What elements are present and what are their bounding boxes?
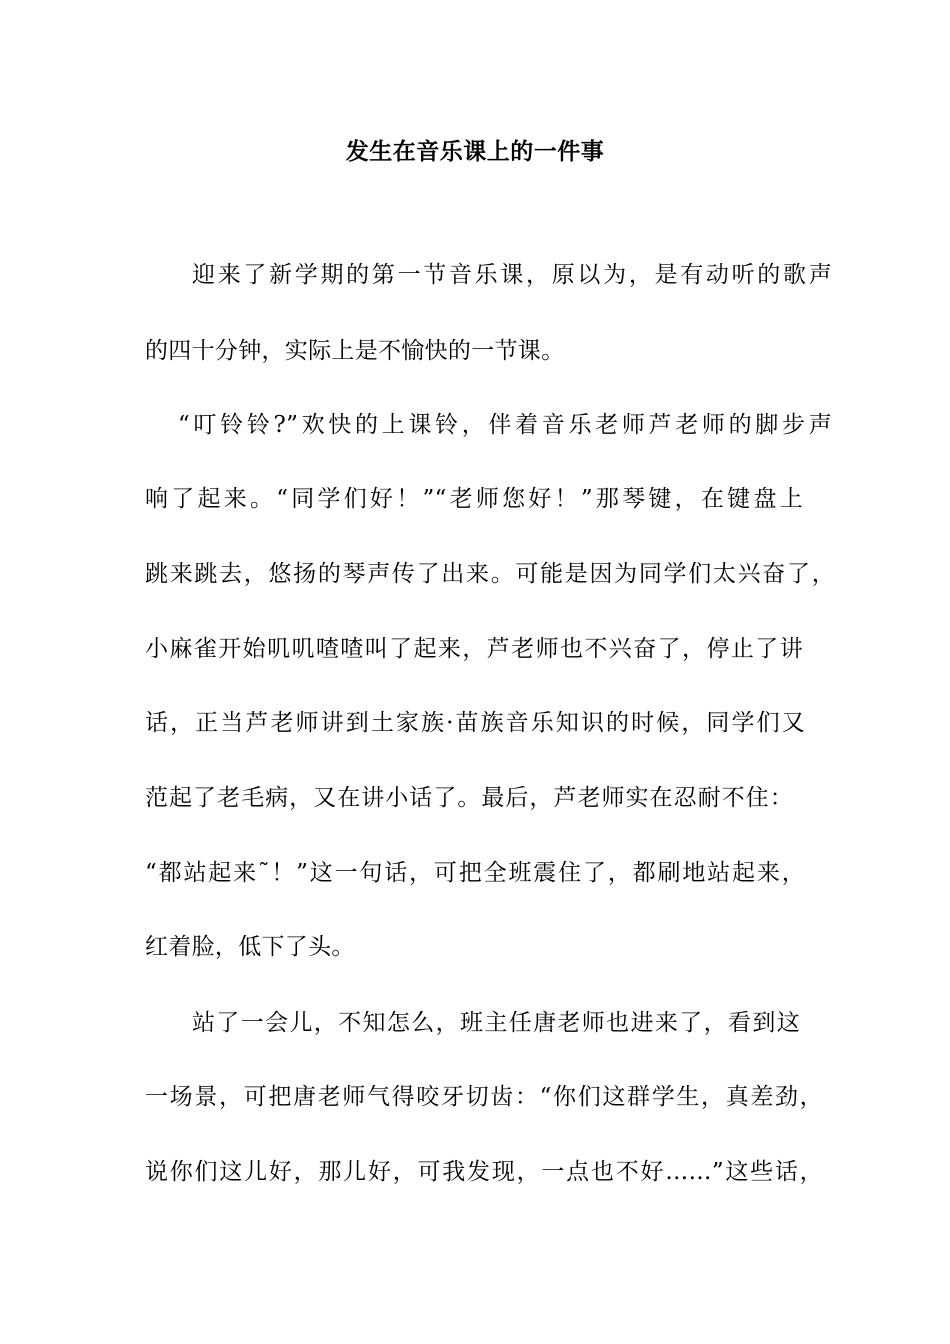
paragraph-2-line-5: 话，正当芦老师讲到土家族·苗族音乐知识的时候，同学们又 xyxy=(145,710,805,736)
paragraph-2-line-3: 跳来跳去，悠扬的琴声传了出来。可能是因为同学们太兴奋了， xyxy=(145,561,835,587)
paragraph-2-line-1: “叮铃铃?”欢快的上课铃，伴着音乐老师芦老师的脚步声 xyxy=(178,412,832,438)
paragraph-1-line-1: 迎来了新学期的第一节音乐课，原以为，是有动听的歌声 xyxy=(192,262,832,288)
paragraph-2-line-6: 范起了老毛病，又在讲小话了。最后，芦老师实在忍耐不住： xyxy=(145,785,793,811)
paragraph-2-line-4: 小麻雀开始叽叽喳喳叫了起来，芦老师也不兴奋了，停止了讲 xyxy=(145,636,803,662)
paragraph-2-line-8: 红着脸，低下了头。 xyxy=(145,934,355,960)
paragraph-2-line-7: “都站起来˜！”这一句话，可把全班震住了，都刷地站起来， xyxy=(145,860,805,886)
paragraph-2-line-2: 响了起来。“同学们好！”“老师您好！”那琴键，在键盘上 xyxy=(145,486,803,512)
paragraph-1-line-2: 的四十分钟，实际上是不愉快的一节课。 xyxy=(145,338,565,364)
document-title: 发生在音乐课上的一件事 xyxy=(345,138,605,165)
paragraph-3-line-2: 一场景，可把唐老师气得咬牙切齿：“你们这群学生，真差劲， xyxy=(145,1084,823,1110)
paragraph-3-line-3: 说你们这儿好，那儿好，可我发现，一点也不好……”这些话， xyxy=(145,1159,823,1185)
paragraph-3-line-1: 站了一会儿，不知怎么，班主任唐老师也进来了，看到这 xyxy=(192,1010,800,1036)
